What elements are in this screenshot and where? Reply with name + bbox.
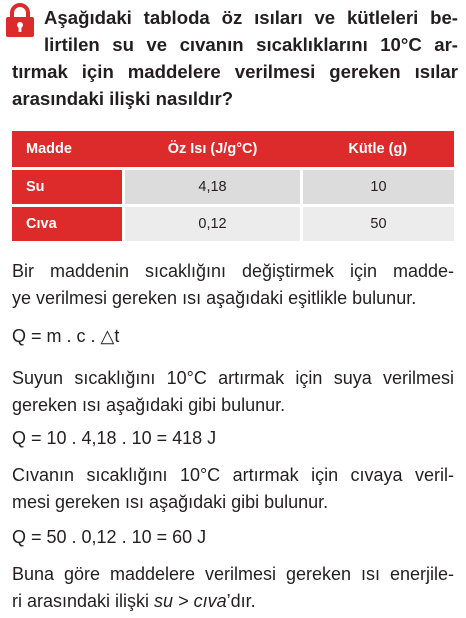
header-kutle: Kütle (g)	[302, 131, 455, 169]
cell-kutle: 10	[302, 169, 455, 206]
conclusion-suffix: ’dır.	[226, 591, 256, 611]
question-line: lirtilen su ve cıvanın sıcaklıklarını 10°C ar-	[44, 34, 458, 55]
paragraph-line: Cıvanın sıcaklığını 10°C artırmak için cıvaya veril-	[12, 465, 454, 485]
table-row	[12, 169, 454, 206]
formula: Q = m . c . △t	[12, 326, 120, 346]
paragraph-line: mesi gereken ısı aşağıdaki gibi bulunur.	[12, 492, 329, 512]
paragraph-conclusion	[12, 561, 454, 615]
header-madde: Madde	[12, 131, 124, 169]
paragraph-line: Bir maddenin sıcaklığını değiştirmek için madde-	[12, 261, 454, 281]
question-line: tırmak için maddelere verilmesi gereken ısılar	[12, 61, 458, 82]
header-oz-isi: Öz Isı (J/g°C)	[124, 131, 302, 169]
data-table	[12, 131, 454, 241]
paragraph-line: Buna göre maddelere verilmesi gereken ısı enerjile-	[12, 564, 454, 584]
paragraph-intro	[12, 258, 454, 312]
lock-icon	[4, 3, 36, 37]
paragraph-line: Suyun sıcaklığını 10°C artırmak için suya verilmesi	[12, 368, 454, 388]
paragraph-line: gereken ısı aşağıdaki gibi bulunur.	[12, 395, 286, 415]
row-label: Su	[12, 169, 124, 206]
equation-water: Q = 10 . 4,18 . 10 = 418 J	[12, 428, 217, 448]
paragraph-line: ye verilmesi gereken ısı aşağıdaki eşitlikle bulunur.	[12, 288, 417, 308]
paragraph-mercury	[12, 462, 454, 516]
row-label: Cıva	[12, 206, 124, 242]
question-text	[44, 4, 458, 58]
cell-kutle: 50	[302, 206, 455, 242]
question-text-continued	[12, 58, 458, 112]
equation-mercury: Q = 50 . 0,12 . 10 = 60 J	[12, 527, 207, 547]
paragraph-line	[12, 588, 454, 615]
question-line: Aşağıdaki tabloda öz ısıları ve kütleleri be-	[44, 7, 458, 28]
question-line: arasındaki ilişki nasıldır?	[12, 88, 234, 109]
cell-oz-isi: 0,12	[124, 206, 302, 242]
paragraph-water	[12, 365, 454, 419]
relation-text: su > cıva	[154, 591, 227, 611]
table-row	[12, 206, 454, 242]
cell-oz-isi: 4,18	[124, 169, 302, 206]
conclusion-prefix: ri arasındaki ilişki	[12, 591, 155, 611]
table-header-row	[12, 131, 454, 169]
